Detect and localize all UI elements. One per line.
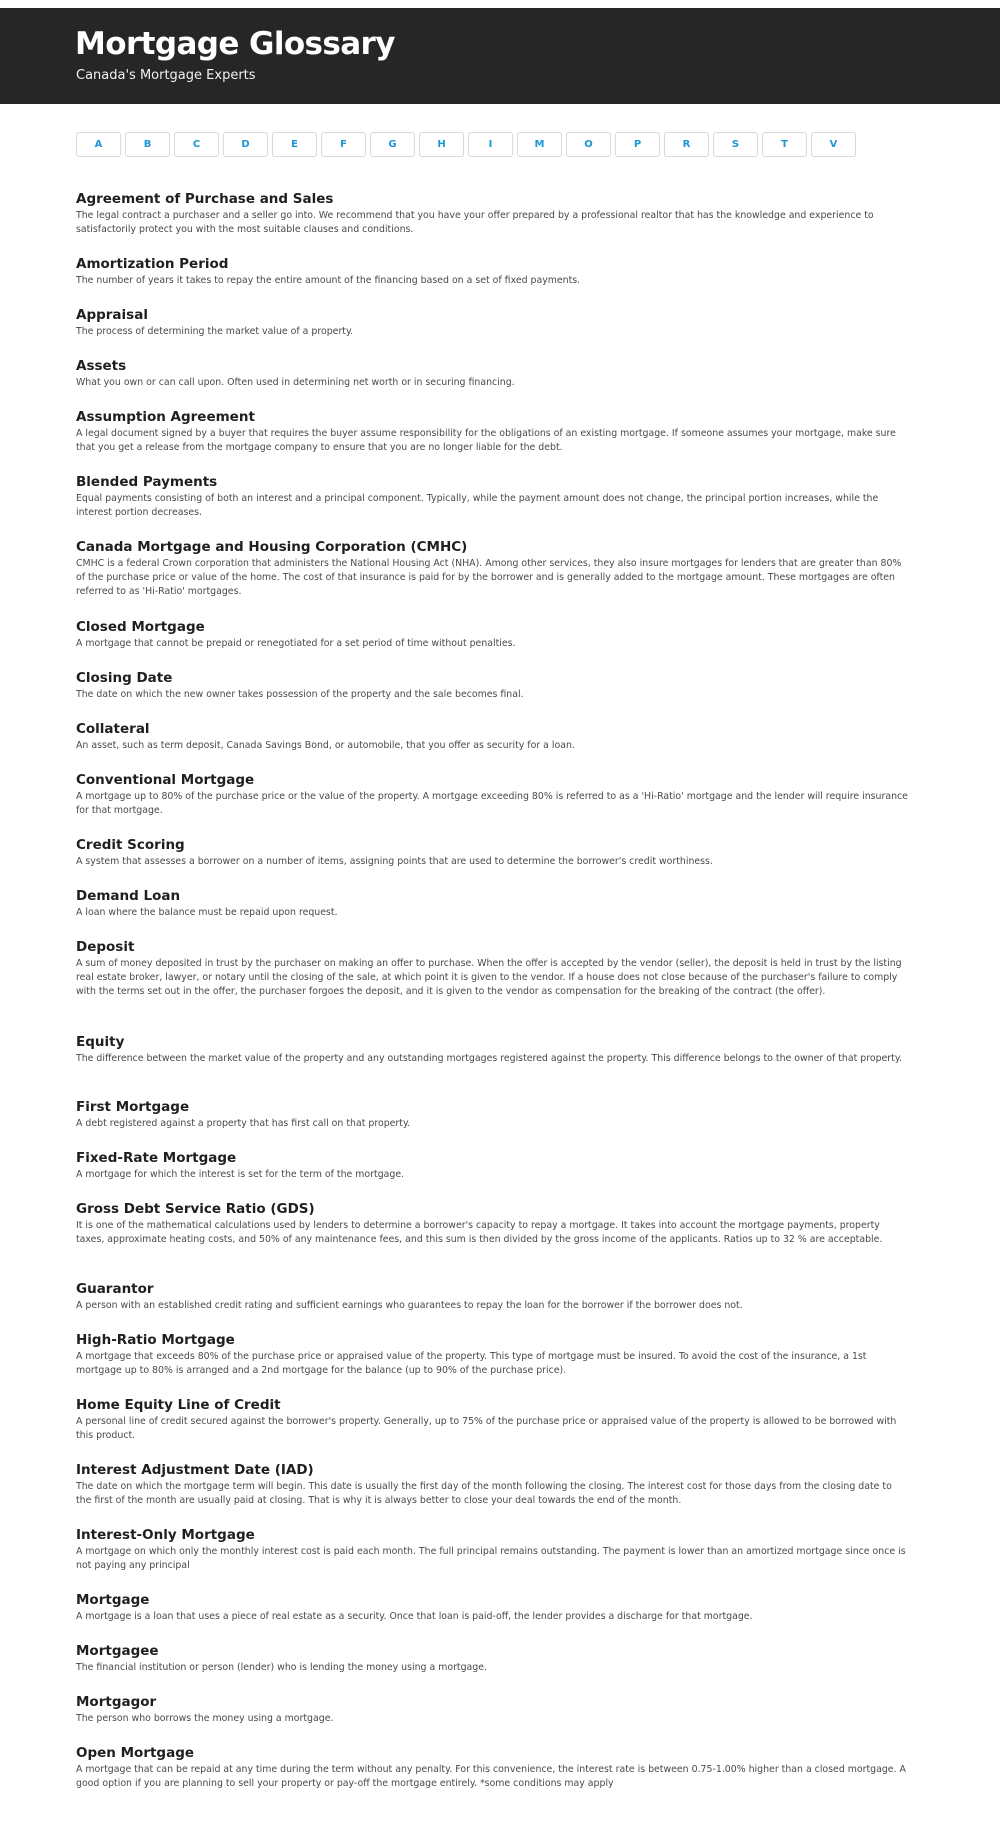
glossary-term: Canada Mortgage and Housing Corporation (CMHC) — [76, 539, 468, 555]
glossary-definition: A mortgage for which the interest is set for the term of the mortgage. — [76, 1169, 405, 1180]
glossary-entry — [76, 1462, 908, 1508]
glossary-definition: A loan where the balance must be repaid upon request. — [76, 907, 338, 918]
letter-link-t[interactable]: T — [762, 132, 807, 157]
glossary-entry — [76, 307, 908, 339]
glossary-definition: CMHC is a federal Crown corporation that administers the National Housing Act (NHA). Among other services, they also insure mortgages for lenders that are greater than 80% of the purchase price or value of the home. The cost of that insurance is paid for by the borrower and is generally added to the mortgage amount. These mortgages are often referred to as 'Hi-Ratio' mortgages. — [76, 558, 902, 597]
site-header — [0, 8, 1000, 104]
glossary-entry — [76, 619, 908, 651]
letter-link-b[interactable]: B — [125, 132, 170, 157]
glossary-entry — [76, 1034, 908, 1066]
glossary-definition: A personal line of credit secured against the borrower's property. Generally, up to 75% of the purchase price or appraised value of the property is allowed to be borrowed with this product. — [76, 1416, 897, 1441]
glossary-term: Home Equity Line of Credit — [76, 1397, 281, 1413]
glossary-entry — [76, 721, 908, 753]
glossary-term: Amortization Period — [76, 256, 229, 272]
glossary-definition: A person with an established credit rating and sufficient earnings who guarantees to repay the loan for the borrower if the borrower does not. — [76, 1300, 743, 1311]
glossary-definition: A legal document signed by a buyer that requires the buyer assume responsibility for the obligations of an existing mortgage. If someone assumes your mortgage, make sure that you get a release from the mortgage company to ensure that you are no longer liable for the debt. — [76, 428, 896, 453]
glossary-definition: The number of years it takes to repay the entire amount of the financing based on a set of fixed payments. — [76, 275, 581, 286]
glossary-definition: A system that assesses a borrower on a number of items, assigning points that are used to determine the borrower's credit worthiness. — [76, 856, 713, 867]
glossary-term: Mortgagor — [76, 1694, 157, 1710]
glossary-term: Deposit — [76, 939, 135, 955]
glossary-entry — [76, 1281, 908, 1313]
glossary-definition: The date on which the mortgage term will begin. This date is usually the first day of the month following the closing. The interest cost for those days from the closing date to the first of the month are usually paid at closing. That is why it is always better to close your deal towards the end of the month. — [76, 1481, 892, 1506]
glossary-term: Credit Scoring — [76, 837, 185, 853]
letter-link-s[interactable]: S — [713, 132, 758, 157]
glossary-entry — [76, 1745, 908, 1791]
glossary-definition: The process of determining the market value of a property. — [76, 326, 354, 337]
alphabet-nav — [76, 132, 856, 159]
glossary-entry — [76, 888, 908, 920]
letter-link-g[interactable]: G — [370, 132, 415, 157]
glossary-entry — [76, 1201, 908, 1247]
glossary-term: Demand Loan — [76, 888, 181, 904]
letter-link-v[interactable]: V — [811, 132, 856, 157]
letter-link-f[interactable]: F — [321, 132, 366, 157]
glossary-entry — [76, 1527, 908, 1573]
glossary-term: First Mortgage — [76, 1099, 190, 1115]
glossary-term: Gross Debt Service Ratio (GDS) — [76, 1201, 315, 1217]
glossary-term: High-Ratio Mortgage — [76, 1332, 235, 1348]
glossary-term: Closed Mortgage — [76, 619, 205, 635]
glossary-term: Open Mortgage — [76, 1745, 195, 1761]
glossary-definition: The financial institution or person (lender) who is lending the money using a mortgage. — [76, 1662, 488, 1673]
letter-link-a[interactable]: A — [76, 132, 121, 157]
letter-link-p[interactable]: P — [615, 132, 660, 157]
glossary-definition: The legal contract a purchaser and a seller go into. We recommend that you have your offer prepared by a professional realtor that has the knowledge and experience to satisfactorily protect you with the most suitable clauses and conditions. — [76, 210, 874, 235]
page-subtitle: Canada's Mortgage Experts — [76, 68, 256, 83]
letter-link-i[interactable]: I — [468, 132, 513, 157]
glossary-definition: A mortgage that exceeds 80% of the purchase price or appraised value of the property. This type of mortgage must be insured. To avoid the cost of the insurance, a 1st mortgage up to 80% is arranged and a 2nd mortgage for the balance (up to 90% of the purchase price). — [76, 1351, 867, 1376]
letter-link-e[interactable]: E — [272, 132, 317, 157]
glossary-term: Collateral — [76, 721, 150, 737]
glossary-term: Fixed-Rate Mortgage — [76, 1150, 237, 1166]
letter-link-c[interactable]: C — [174, 132, 219, 157]
glossary-definition: A sum of money deposited in trust by the purchaser on making an offer to purchase. When the offer is accepted by the vendor (seller), the deposit is held in trust by the listing real estate broker, lawyer, or notary until the closing of the sale, at which point it is given to the vendor. If a house does not close because of the purchaser's failure to comply with the terms set out in the offer, the purchaser forgoes the deposit, and it is given to the vendor as compensation for the breaking of the contract (the offer). — [76, 958, 902, 997]
glossary-term: Equity — [76, 1034, 125, 1050]
glossary-term: Blended Payments — [76, 474, 218, 490]
glossary-definition: Equal payments consisting of both an interest and a principal component. Typically, while the payment amount does not change, the principal portion increases, while the interest portion decreases. — [76, 493, 879, 518]
glossary-definition: The person who borrows the money using a mortgage. — [76, 1713, 334, 1724]
glossary-entry — [76, 772, 908, 818]
glossary-definition: A debt registered against a property that has first call on that property. — [76, 1118, 411, 1129]
glossary-entry — [76, 256, 908, 288]
glossary-entry — [76, 1150, 908, 1182]
glossary-term: Assumption Agreement — [76, 409, 255, 425]
glossary-term: Closing Date — [76, 670, 173, 686]
glossary-term: Mortgage — [76, 1592, 150, 1608]
glossary-entry — [76, 1332, 908, 1378]
glossary-entry — [76, 670, 908, 702]
glossary-entry — [76, 1694, 908, 1726]
letter-link-d[interactable]: D — [223, 132, 268, 157]
glossary-entry — [76, 939, 908, 999]
glossary-entry — [76, 409, 908, 455]
letter-link-o[interactable]: O — [566, 132, 611, 157]
glossary-entry — [76, 837, 908, 869]
glossary-term: Interest Adjustment Date (IAD) — [76, 1462, 314, 1478]
glossary-term: Interest-Only Mortgage — [76, 1527, 255, 1543]
glossary-definition: The date on which the new owner takes possession of the property and the sale becomes final. — [76, 689, 524, 700]
letter-link-r[interactable]: R — [664, 132, 709, 157]
glossary-term: Agreement of Purchase and Sales — [76, 191, 334, 207]
glossary-definition: A mortgage up to 80% of the purchase price or the value of the property. A mortgage exceeding 80% is referred to as a 'Hi-Ratio' mortgage and the lender will require insurance for that mortgage. — [76, 791, 908, 816]
glossary-entry — [76, 1643, 908, 1675]
glossary-definition: What you own or can call upon. Often used in determining net worth or in securing financing. — [76, 377, 515, 388]
glossary-term: Mortgagee — [76, 1643, 159, 1659]
letter-link-m[interactable]: M — [517, 132, 562, 157]
glossary-definition: A mortgage that cannot be prepaid or renegotiated for a set period of time without penalties. — [76, 638, 516, 649]
page-title: Mortgage Glossary — [75, 26, 395, 62]
glossary-entry — [76, 191, 908, 237]
glossary-term: Conventional Mortgage — [76, 772, 255, 788]
glossary-entry — [76, 1099, 908, 1131]
glossary-entry — [76, 539, 908, 599]
glossary-entry — [76, 358, 908, 390]
glossary-term: Appraisal — [76, 307, 148, 323]
glossary-term: Guarantor — [76, 1281, 154, 1297]
glossary-entry — [76, 474, 908, 520]
glossary-term: Assets — [76, 358, 127, 374]
glossary-definition: It is one of the mathematical calculations used by lenders to determine a borrower's capacity to repay a mortgage. It takes into account the mortgage payments, property taxes, approximate heating costs, and 50% of any maintenance fees, and this sum is then divided by the gross income of the applicants. Ratios up to 32 % are acceptable. — [76, 1220, 883, 1245]
glossary-entry — [76, 1592, 908, 1624]
glossary-entry — [76, 1397, 908, 1443]
letter-link-h[interactable]: H — [419, 132, 464, 157]
glossary-definition: A mortgage on which only the monthly interest cost is paid each month. The full principal remains outstanding. The payment is lower than an amortized mortgage since once is not paying any principal — [76, 1546, 906, 1571]
glossary-definition: A mortgage that can be repaid at any time during the term without any penalty. For this convenience, the interest rate is between 0.75-1.00% higher than a closed mortgage. A good option if you are planning to sell your property or pay-off the mortgage entirely. *some conditions may apply — [76, 1764, 906, 1789]
glossary-definition: The difference between the market value of the property and any outstanding mortgages registered against the property. This difference belongs to the owner of that property. — [76, 1053, 903, 1064]
glossary-definition: An asset, such as term deposit, Canada Savings Bond, or automobile, that you offer as security for a loan. — [76, 740, 575, 751]
glossary-definition: A mortgage is a loan that uses a piece of real estate as a security. Once that loan is paid-off, the lender provides a discharge for that mortgage. — [76, 1611, 753, 1622]
